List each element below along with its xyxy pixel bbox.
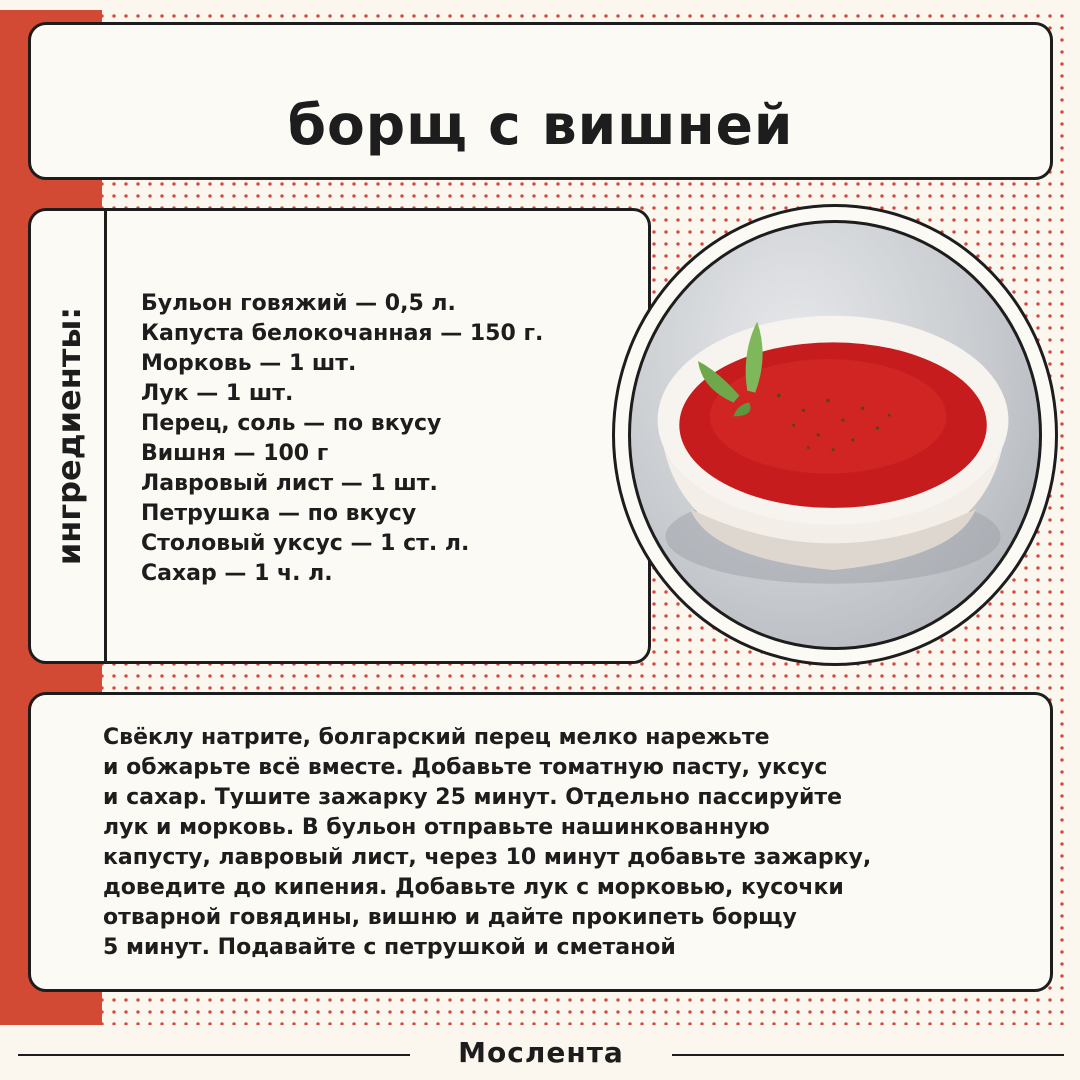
page-title: борщ с вишней: [287, 93, 794, 157]
title-card: [28, 22, 1053, 180]
method-card: [28, 692, 1053, 992]
method-line: и сахар. Тушите зажарку 25 минут. Отдельно пассируйте: [103, 785, 843, 810]
footer-divider-left: [18, 1054, 410, 1056]
ingredients-side-panel: [31, 211, 107, 661]
brand-logo: Мослента: [458, 1036, 624, 1069]
method-line: 5 минут. Подавайте с петрушкой и сметаной: [103, 935, 676, 960]
list-item: Капуста белокочанная — 150 г.: [141, 321, 544, 346]
ingredients-card: [28, 208, 651, 664]
list-item: Перец, соль — по вкусу: [141, 411, 442, 436]
method-line: лук и морковь. В бульон отправьте нашинкованную: [103, 815, 770, 840]
method-line: и обжарьте всё вместе. Добавьте томатную пасту, уксус: [103, 755, 828, 780]
ingredients-heading: ингредиенты:: [50, 306, 88, 566]
method-text: [103, 723, 1003, 963]
ingredients-list: [141, 289, 543, 589]
list-item: Бульон говяжий — 0,5 л.: [141, 291, 456, 316]
list-item: Столовый уксус — 1 ст. л.: [141, 531, 470, 556]
soup-photo: [628, 220, 1042, 650]
method-line: отварной говядины, вишню и дайте прокипеть борщу: [103, 905, 797, 930]
list-item: Лавровый лист — 1 шт.: [141, 471, 438, 496]
list-item: Вишня — 100 г: [141, 441, 329, 466]
list-item: Сахар — 1 ч. л.: [141, 561, 333, 586]
list-item: Лук — 1 шт.: [141, 381, 294, 406]
list-item: Морковь — 1 шт.: [141, 351, 357, 376]
method-line: Свёклу натрите, болгарский перец мелко нарежьте: [103, 725, 770, 750]
method-line: капусту, лавровый лист, через 10 минут добавьте зажарку,: [103, 845, 872, 870]
list-item: Петрушка — по вкусу: [141, 501, 417, 526]
soup-bowl-illustration: [631, 223, 1039, 647]
footer-divider-right: [672, 1054, 1064, 1056]
method-line: доведите до кипения. Добавьте лук с морковью, кусочки: [103, 875, 844, 900]
